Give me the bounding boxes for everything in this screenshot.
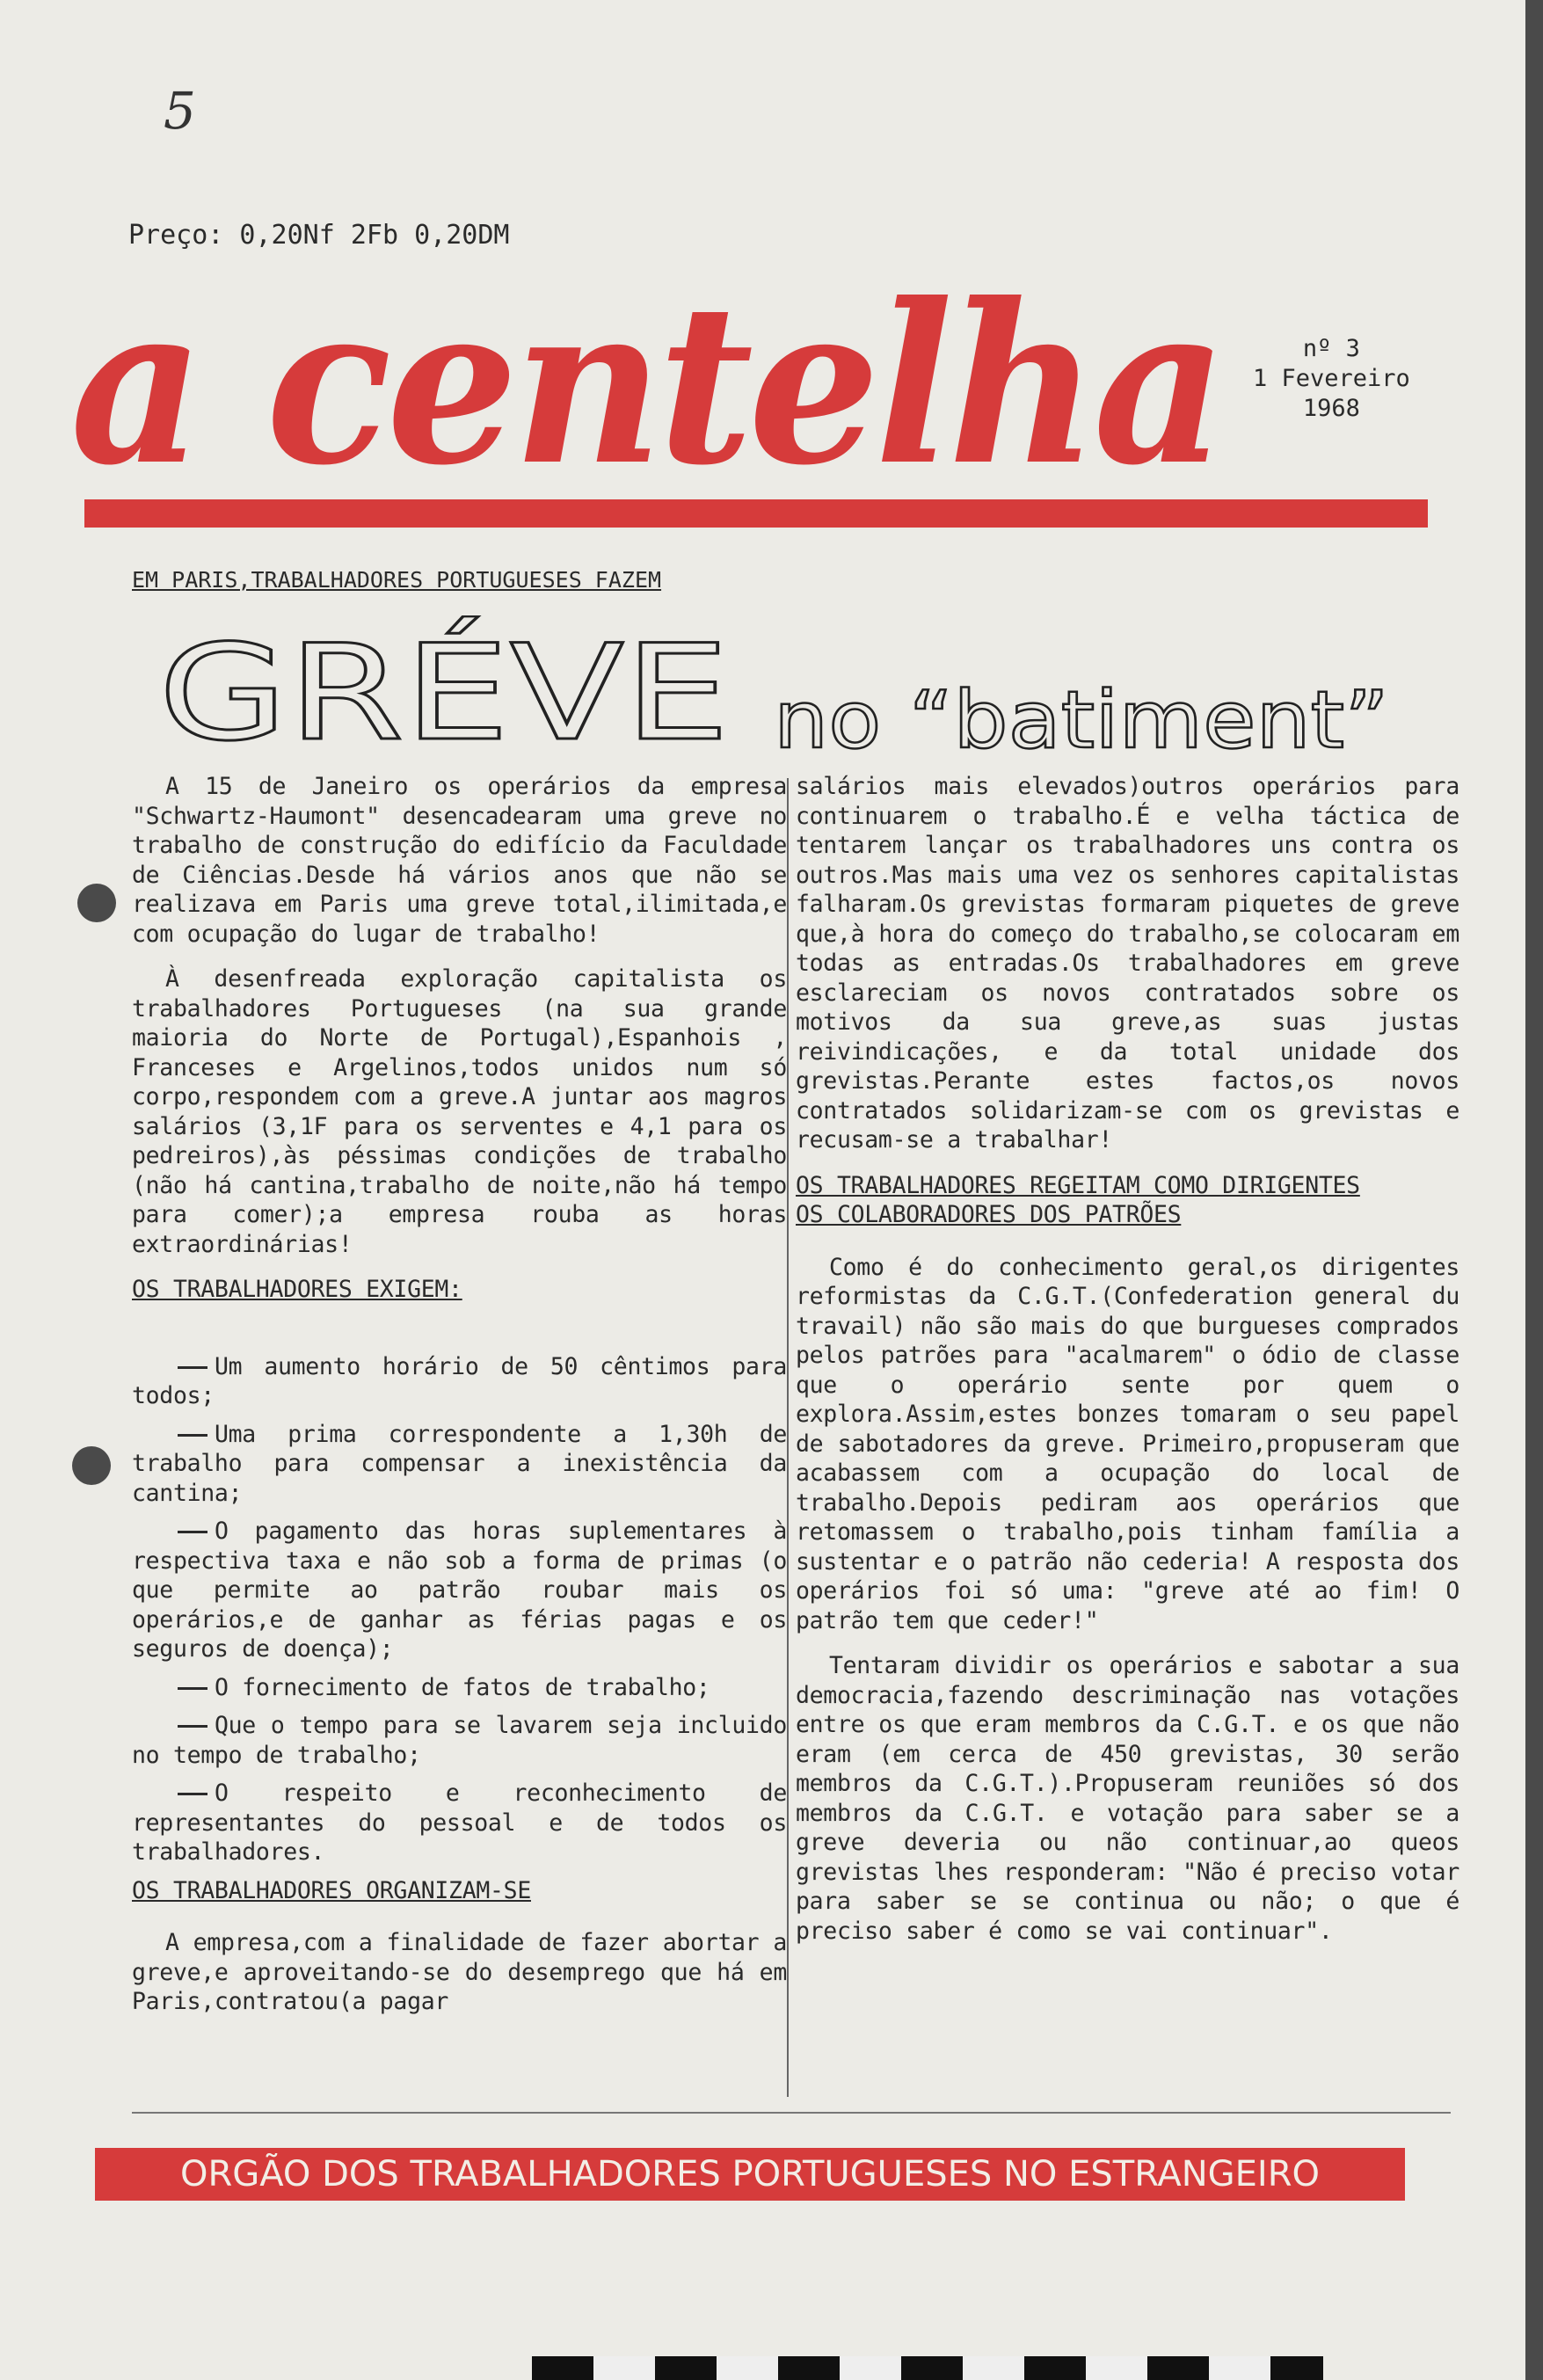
- footer-tagline: ORGÃO DOS TRABALHADORES PORTUGUESES NO ESTRANGEIRO: [179, 2154, 1320, 2194]
- handwritten-headline: [106, 615, 1424, 774]
- demand-text: O respeito e reconhecimento de representantes do pessoal e de todos os trabalhadores.: [132, 1780, 787, 1866]
- article-paragraph: salários mais elevados)outros operários para continuarem o trabalho.É e velha táctica de tentarem lançar os trabalhadores uns contra os outros.Mas mais uma vez os senhores capitalistas falharam.Os grevistas formaram piquetes de greve que,à hora do começo do trabalho,se colocaram em todas as entradas.Os trabalhadores em greve esclareciam os novos contratados sobre os motivos da sua greve,as suas justas reivindicações, e da total unidade dos grevistas.Perante estes factos,os novos contratados solidarizam-se com os grevistas e recusam-se a trabalhar!: [796, 773, 1459, 1154]
- article-paragraph: À desenfreada exploração capitalista os trabalhadores Portugueses (na sua grande maioria do Norte de Portugal),Espanhois , Franceses e Argelinos,todos unidos num só corpo,respondem com a greve.A juntar aos magros salários (3,1F para os serventes e 4,1 para os pedreiros),às péssimas condições de trabalho (não há cantina,trabalho de noite,não há tempo para comer);a empresa rouba as horas extraordinárias!: [132, 965, 787, 1258]
- issue-number: nº 3: [1302, 335, 1360, 362]
- demand-text: Uma prima correspondente a 1,30h de trabalho para compensar a inexistência da cantina;: [132, 1420, 787, 1507]
- demand-text: Que o tempo para se lavarem seja incluido no tempo de trabalho;: [132, 1712, 787, 1769]
- issue-info: [1253, 334, 1410, 424]
- price-line: Preço: 0,20Nf 2Fb 0,20DM: [128, 220, 510, 251]
- demand-item: [132, 1420, 787, 1509]
- punch-hole: [77, 884, 116, 922]
- issue-date-year: 1968: [1302, 395, 1360, 422]
- dash-mark: [178, 1434, 207, 1437]
- demand-item: [132, 1517, 787, 1664]
- article-paragraph: A 15 de Janeiro os operários da empresa "Schwartz-Haumont" desencadearam uma greve no trabalho de construção do edifício da Faculdade de Ciências.Desde há vários anos que não se realizava em Paris uma greve total,ilimitada,e com ocupação do lugar de trabalho!: [132, 773, 787, 948]
- dash-mark: [178, 1725, 207, 1728]
- masthead-underline: [84, 499, 1428, 528]
- dash-mark: [178, 1793, 207, 1795]
- article-paragraph: A empresa,com a finalidade de fazer abortar a greve,e aproveitando-se do desemprego que há em Paris,contratou(a pagar: [132, 1929, 787, 2015]
- column-divider: [787, 778, 789, 2097]
- article-column-left: [132, 772, 787, 2033]
- punch-hole: [72, 1446, 111, 1485]
- section-heading-organize: OS TRABALHADORES ORGANIZAM-SE: [132, 1876, 531, 1904]
- dash-mark: [178, 1687, 207, 1690]
- article-paragraph: Como é do conhecimento geral,os dirigentes reformistas da C.G.T.(Confederation general du travail) não são mais do que burgueses comprados pelos patrões para "acalmarem" o ódio de classe que o operário sente por quem o explora.Assim,estes bonzes tomaram o seu papel de sabotadores da greve. Primeiro,propuseram que acabassem com a ocupação do local de trabalho.Depois pediram aos operários que retomassem o trabalho,pois tinham família a sustentar e o patrão não cederia! A resposta dos operários foi só uma: "greve até ao fim! O patrão tem que ceder!": [796, 1253, 1459, 1634]
- section-heading-demands: OS TRABALHADORES EXIGEM:: [132, 1276, 462, 1303]
- article-column-right: [796, 772, 1459, 1961]
- article-paragraph: Tentaram dividir os operários e sabotar a sua democracia,fazendo descriminação nas votações entre os que eram membros da C.G.T. e os que não eram (em cerca de 450 grevistas, 30 serão membros da C.G.T.).Propuseram reuniões só dos membros da C.G.T. e votação para saber se a greve deveria ou não continuar,ao queos grevistas lhes responderam: "Não é preciso votar para saber se se continua ou não; o que é preciso saber é como se vai continuar".: [796, 1652, 1459, 1945]
- demand-item: [132, 1673, 787, 1703]
- headline-rest: no “batiment”: [774, 674, 1389, 767]
- page-number-annotation: 5: [164, 81, 196, 141]
- headline-kicker: EM PARIS,TRABALHADORES PORTUGUESES FAZEM: [132, 567, 662, 593]
- dash-mark: [178, 1531, 207, 1533]
- section-heading-line: OS TRABALHADORES REGEITAM COMO DIRIGENTES: [796, 1171, 1360, 1199]
- demand-text: O pagamento das horas suplementares à respectiva taxa e não sob a forma de primas (o que permite ao patrão roubar mais os operários,e de ganhar as férias pagas e os seguros de doença);: [132, 1518, 787, 1663]
- demand-text: Um aumento horário de 50 cêntimos para todos;: [132, 1352, 787, 1409]
- section-heading-line: OS COLABORADORES DOS PATRÕES: [796, 1201, 1182, 1228]
- bottom-rule: [132, 2112, 1451, 2114]
- issue-date-day: 1 Fevereiro: [1253, 365, 1410, 392]
- section-heading-rejection: [796, 1171, 1459, 1230]
- scale-ruler: [532, 2356, 1323, 2380]
- headline-main: GRÉVE: [158, 617, 609, 770]
- demand-item: [132, 1352, 787, 1411]
- footer-banner: [95, 2148, 1405, 2201]
- masthead-title: a centelha: [70, 295, 1222, 488]
- demand-item: [132, 1711, 787, 1770]
- demand-item: [132, 1779, 787, 1867]
- demand-text: O fornecimento de fatos de trabalho;: [215, 1673, 710, 1701]
- dash-mark: [178, 1366, 207, 1369]
- masthead-logo: [70, 295, 1240, 488]
